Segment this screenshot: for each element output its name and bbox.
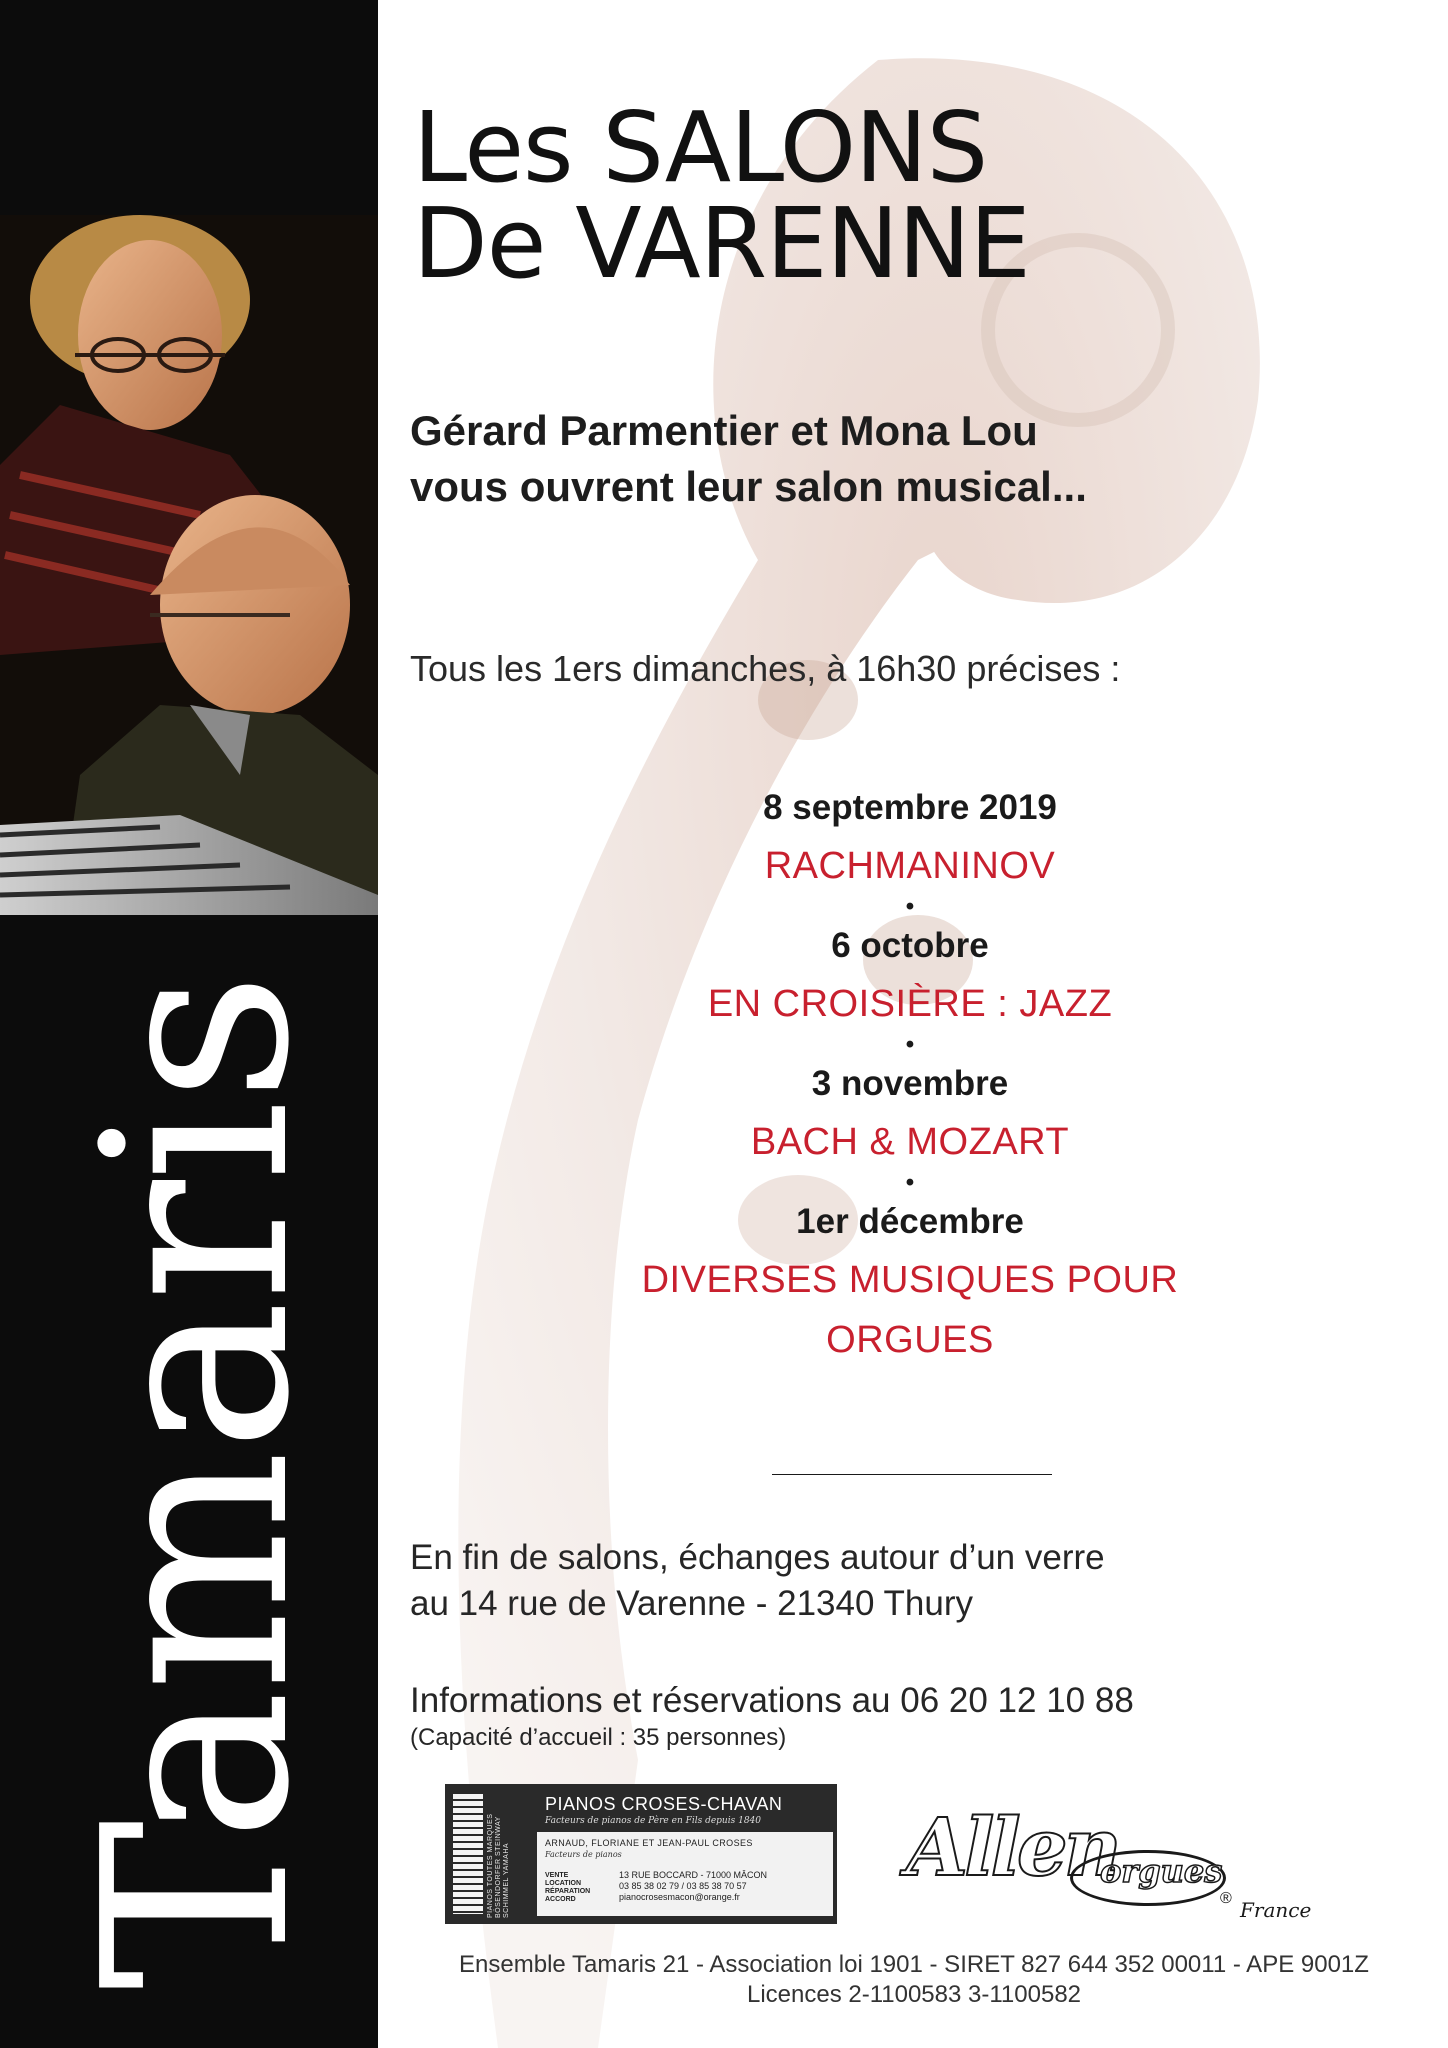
pcc-panel xyxy=(537,1792,833,1916)
event-date: 3 novembre xyxy=(811,1064,1009,1103)
pianos-croses-chavan-logo xyxy=(445,1784,837,1924)
pcc-services xyxy=(545,1872,590,1904)
pcc-contact xyxy=(619,1870,767,1903)
registered-mark: ® xyxy=(1220,1890,1232,1907)
piano-keys-icon xyxy=(453,1794,483,1914)
title-line-1: Les SALONS xyxy=(413,91,988,204)
after-line-1: En fin de salons, échanges autour d’un verre xyxy=(410,1538,1105,1577)
event-program: RACHMANINOV xyxy=(764,845,1056,887)
reservation-info: Informations et réservations au 06 20 12 10 88 xyxy=(410,1681,1134,1720)
footer-legal xyxy=(380,1950,1448,2010)
event-separator: • xyxy=(905,1169,915,1196)
pcc-family: ARNAUD, FLORIANE ET JEAN-PAUL CROSES xyxy=(545,1838,753,1848)
pcc-address: 13 RUE BOCCARD - 71000 MÂCON xyxy=(619,1870,768,1880)
hosts-line-1: Gérard Parmentier et Mona Lou xyxy=(410,407,1038,454)
allen-country: France xyxy=(1240,1898,1312,1922)
title-line-2: De VARENNE xyxy=(413,187,1030,300)
hosts-intro xyxy=(410,403,1087,515)
allen-orgues-text: orgues xyxy=(1100,1852,1223,1890)
event-list xyxy=(560,780,1260,1361)
pcc-service: LOCATION xyxy=(545,1880,582,1887)
capacity-note: (Capacité d’accueil : 35 personnes) xyxy=(410,1724,787,1751)
event-program: DIVERSES MUSIQUES POUR ORGUES xyxy=(641,1259,1179,1361)
pcc-role: Facteurs de pianos xyxy=(545,1850,622,1859)
event-separator: • xyxy=(905,893,915,920)
tamaris-brand: Tamaris xyxy=(49,973,346,1990)
allen-wordmark: Allen xyxy=(906,1800,1118,1894)
pcc-service: RÉPARATION xyxy=(545,1888,591,1895)
event-date: 8 septembre 2019 xyxy=(763,788,1057,827)
page-title xyxy=(413,91,1313,300)
after-concert-note xyxy=(410,1535,1105,1627)
hosts-line-2: vous ouvrent leur salon musical... xyxy=(410,463,1087,510)
event-date: 1er décembre xyxy=(796,1202,1024,1241)
pcc-service: ACCORD xyxy=(545,1896,576,1903)
pcc-tagline: Facteurs de pianos de Père en Fils depuis 1840 xyxy=(545,1816,761,1826)
pcc-service: VENTE xyxy=(545,1872,569,1879)
pcc-email: pianocrosesmacon@orange.fr xyxy=(619,1892,740,1902)
divider-rule xyxy=(772,1474,1052,1475)
pcc-name: PIANOS CROSES-CHAVAN xyxy=(545,1794,783,1814)
event-program: BACH & MOZART xyxy=(750,1121,1070,1163)
footer-line-1: Ensemble Tamaris 21 - Association loi 1901 - SIRET 827 644 352 00011 - APE 9001Z xyxy=(459,1951,1369,1978)
allen-orgues-logo xyxy=(900,1780,1320,1930)
event-separator: • xyxy=(905,1031,915,1058)
pcc-phones: 03 85 38 02 79 / 03 85 38 70 57 xyxy=(619,1881,747,1891)
pcc-body xyxy=(537,1832,833,1916)
after-line-2: au 14 rue de Varenne - 21340 Thury xyxy=(410,1584,973,1623)
pcc-side-text: PIANOS TOUTES MARQUES BÖSENDORFER STEINWAY SCHIMMEL YAMAHA xyxy=(487,1813,510,1918)
event-program: EN CROISIÈRE : JAZZ xyxy=(707,983,1113,1025)
footer-line-2: Licences 2-1100583 3-1100582 xyxy=(746,1981,1082,2008)
schedule-note: Tous les 1ers dimanches, à 16h30 précises : xyxy=(410,648,1121,689)
event-date: 6 octobre xyxy=(831,926,989,965)
